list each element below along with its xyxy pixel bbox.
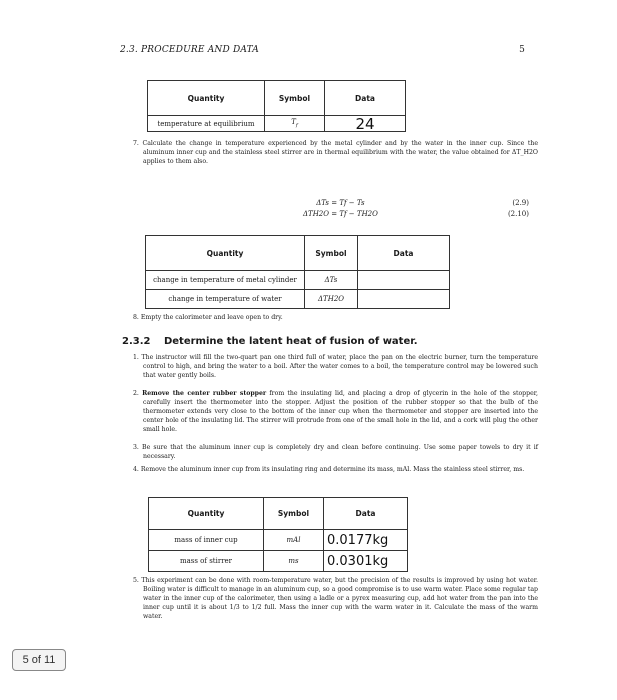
temperature-change-table — [145, 235, 450, 309]
cell-data: 24 — [325, 116, 406, 132]
section-number: 2.3.2 — [122, 336, 151, 347]
eq-lhs: ΔTs — [316, 199, 329, 207]
step-1 — [133, 353, 538, 380]
cell-quantity: mass of stirrer — [149, 551, 264, 572]
running-head: 2.3. PROCEDURE AND DATA — [120, 45, 259, 55]
page-indicator[interactable]: 5 of 11 — [12, 649, 66, 671]
eq-rhs: = Tf − TH2O — [331, 210, 378, 218]
step-number: 5. — [133, 577, 139, 584]
equation-2-9 — [289, 199, 529, 207]
equation-2-10 — [289, 210, 529, 218]
step-7 — [133, 139, 538, 166]
step-3 — [133, 443, 538, 461]
page-header — [120, 45, 525, 55]
step-text: The instructor will fill the two-quart pan one third full of water, place the pan on the electric burner, turn the temperature control to high, and bring the water to a boil. After the water comes to a boil, the temperature control may be lowered such that water gently boils. — [141, 354, 538, 379]
cell-quantity: change in temperature of water — [146, 290, 305, 309]
eq-number: (2.9) — [512, 199, 529, 207]
step-number: 2. — [133, 390, 139, 397]
eq-rhs: = Tf − Ts — [331, 199, 365, 207]
col-symbol: Symbol — [265, 81, 325, 116]
step-8-text: Empty the calorimeter and leave open to dry. — [140, 314, 283, 321]
col-data: Data — [358, 236, 450, 271]
eq-lhs: ΔTH2O — [302, 210, 329, 218]
section-title: Determine the latent heat of fusion of water. — [163, 336, 418, 347]
cell-quantity: mass of inner cup — [149, 530, 264, 551]
step-text: Remove the aluminum inner cup from its insulating ring and determine its mass, mAl. Mass the stainless steel stirrer, ms. — [140, 466, 525, 473]
cell-data — [358, 290, 450, 309]
col-data: Data — [324, 498, 408, 530]
section-heading — [122, 336, 418, 347]
col-quantity: Quantity — [149, 498, 264, 530]
cell-quantity: change in temperature of metal cylinder — [146, 271, 305, 290]
step-number: 1. — [133, 354, 139, 361]
mass-table — [148, 497, 408, 572]
cell-data: 0.0301kg — [324, 551, 408, 572]
step-number: 4. — [133, 466, 139, 473]
step-8-number: 8. — [133, 314, 139, 321]
col-quantity: Quantity — [146, 236, 305, 271]
step-4 — [133, 465, 538, 474]
step-text: Be sure that the aluminum inner cup is completely dry and clean before continuing. Use some paper towels to dry it if necessary. — [142, 444, 539, 460]
step-7-text: Calculate the change in temperature experienced by the metal cylinder and by the water in the inner cup. Since the aluminum inner cup and the stainless steel stirrer are in thermal equilibrium with the water, the value obtained for ΔT_H2O applies to them also. — [142, 140, 538, 165]
step-8 — [133, 313, 528, 322]
step-number: 3. — [133, 444, 139, 451]
cell-data — [358, 271, 450, 290]
step-5 — [133, 576, 538, 621]
equilibrium-table — [147, 80, 406, 132]
col-symbol: Symbol — [264, 498, 324, 530]
cell-data: 0.0177kg — [324, 530, 408, 551]
eq-number: (2.10) — [507, 210, 529, 218]
step-bold: Remove the center rubber stopper — [142, 390, 267, 397]
step-text: This experiment can be done with room-temperature water, but the precision of the results is improved by using hot water. Boiling water is difficult to manage in an aluminum cup, so a good compromise is to use warm water. Place some regular tap water in the inner cup of the calorimeter, then using a ladle or a pyrex measuring cup, add hot water from the pan into the inner cup until it is about 1/3 to 1/2 full. Mass the inner cup with the warm water in it. Calculate the mass of the warm water. — [141, 577, 538, 620]
cell-symbol: ms — [264, 551, 324, 572]
step-2 — [133, 389, 538, 434]
cell-symbol: ΔTH2O — [305, 290, 358, 309]
cell-symbol: ΔTs — [305, 271, 358, 290]
col-symbol: Symbol — [305, 236, 358, 271]
col-quantity: Quantity — [148, 81, 265, 116]
step-7-number: 7. — [133, 140, 139, 147]
cell-symbol: mAl — [264, 530, 324, 551]
page-number: 5 — [519, 45, 525, 55]
step-text: from the insulating lid, and placing a drop of glycerin in the hole of the stopper, carefully insert the thermometer into the stopper. Adjust the position of the rubber stopper so that the bulb of the thermometer extends very close to the bottom of the inner cup when the thermometer and stopper are inserted into the center hole of the insulating lid. The stirrer will protrude from one of the small hole in the lid, and a cork will plug the other small hole. — [143, 390, 538, 433]
cell-quantity: temperature at equilibrium — [148, 116, 265, 132]
cell-symbol: $T_f$ — [265, 116, 325, 132]
col-data: Data — [325, 81, 406, 116]
